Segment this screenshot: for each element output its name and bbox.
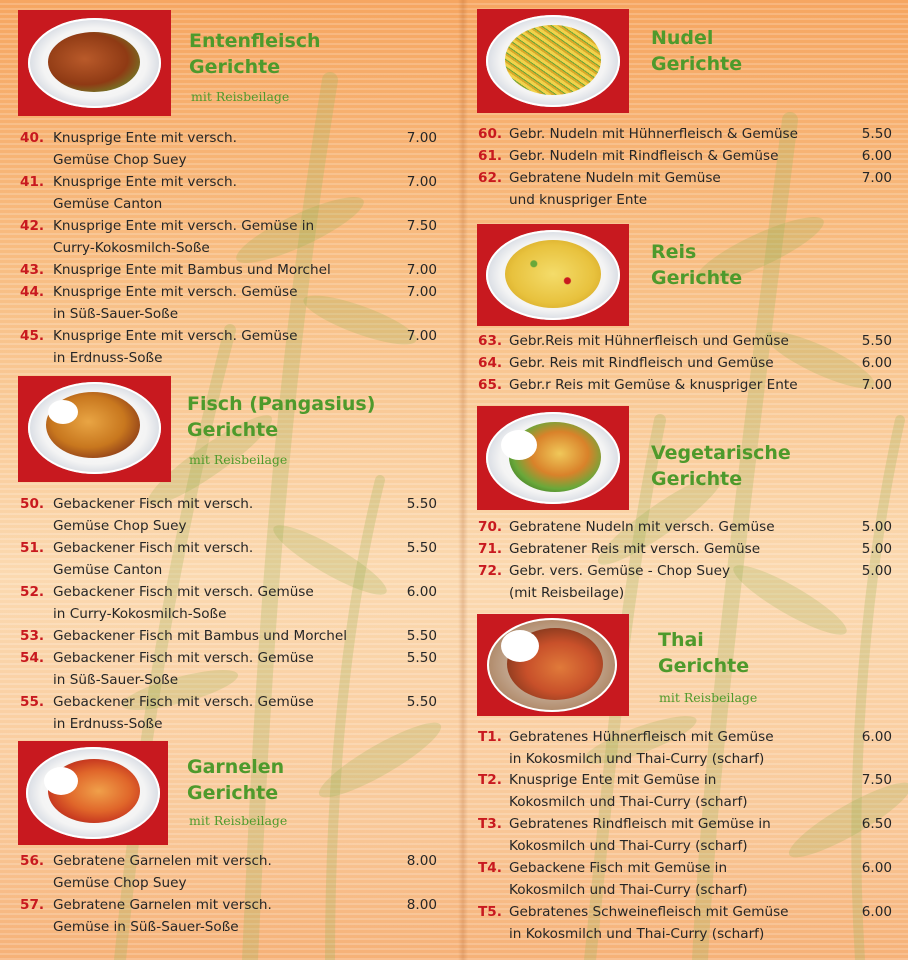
menu-item-price: 7.00: [861, 170, 892, 186]
menu-item-price: 6.00: [861, 904, 892, 920]
rice-plate-image: [477, 224, 629, 326]
menu-item-number: 44.: [20, 284, 45, 300]
menu-item-price: 7.00: [406, 328, 437, 344]
menu-item-description: Gebr. vers. Gemüse - Chop Suey (mit Reisbeilage): [509, 563, 731, 601]
section-subtitle-ente: mit Reisbeilage: [191, 89, 290, 104]
menu-item-number: 62.: [478, 170, 503, 186]
section-title-nudel: Nudel Gerichte: [651, 27, 743, 75]
menu-item-price: 5.00: [861, 541, 892, 557]
menu-item-price: 5.50: [406, 650, 437, 666]
menu-item-description: Knusprige Ente mit Gemüse in Kokosmilch und Thai-Curry (scharf): [509, 772, 748, 810]
menu-item-number: 40.: [20, 130, 45, 146]
menu-item-price: 6.50: [861, 816, 892, 832]
menu-item-number: 57.: [20, 897, 45, 913]
menu-item-number: T2.: [478, 772, 502, 788]
menu-item-price: 7.00: [406, 262, 437, 278]
menu-item-description: Gebratene Garnelen mit versch. Gemüse Chop Suey: [53, 853, 272, 891]
section-title-vegetarisch: Vegetarische Gerichte: [651, 442, 791, 490]
menu-item-number: T3.: [478, 816, 502, 832]
menu-item-description: Gebratenes Hühnerfleisch mit Gemüse in Kokosmilch und Thai-Curry (scharf): [509, 729, 774, 767]
menu-item-number: 56.: [20, 853, 45, 869]
menu-item-description: Gebr.r Reis mit Gemüse & knuspriger Ente: [509, 377, 798, 393]
section-subtitle-fisch: mit Reisbeilage: [189, 452, 288, 467]
menu-item-description: Gebackener Fisch mit versch. Gemüse in Süß-Sauer-Soße: [53, 650, 314, 688]
section-subtitle-thai: mit Reisbeilage: [659, 690, 758, 705]
menu-item-description: Knusprige Ente mit Bambus und Morchel: [53, 262, 331, 278]
menu-item-number: 64.: [478, 355, 503, 371]
menu-item-number: 43.: [20, 262, 45, 278]
menu-item-description: Knusprige Ente mit versch. Gemüse in Curry-Kokosmilch-Soße: [53, 218, 315, 256]
menu-item-price: 6.00: [861, 355, 892, 371]
menu-item-description: Gebackener Fisch mit versch. Gemüse Chop Suey: [53, 496, 254, 534]
menu-item-price: 5.50: [406, 540, 437, 556]
menu-item-number: T1.: [478, 729, 502, 745]
menu-item-number: 51.: [20, 540, 45, 556]
menu-item-price: 7.00: [406, 130, 437, 146]
section-title-reis: Reis Gerichte: [651, 241, 743, 289]
menu-item-number: 61.: [478, 148, 503, 164]
menu-item-description: Gebackener Fisch mit versch. Gemüse in Erdnuss-Soße: [53, 694, 314, 732]
menu-item-price: 7.50: [861, 772, 892, 788]
menu-item-number: 41.: [20, 174, 45, 190]
menu-item-description: Gebackener Fisch mit versch. Gemüse Canton: [53, 540, 254, 578]
noodle-plate-image: [477, 9, 629, 113]
section-title-fisch: Fisch (Pangasius) Gerichte: [187, 393, 376, 441]
menu-item-price: 7.00: [406, 174, 437, 190]
menu-item-description: Knusprige Ente mit versch. Gemüse in Erdnuss-Soße: [53, 328, 298, 366]
menu-item-price: 6.00: [861, 148, 892, 164]
shrimp-plate-image: [18, 741, 168, 845]
menu-item-number: 42.: [20, 218, 45, 234]
menu-item-number: 54.: [20, 650, 45, 666]
menu-item-number: 71.: [478, 541, 503, 557]
menu-item-price: 5.00: [861, 519, 892, 535]
menu-item-number: 53.: [20, 628, 45, 644]
menu-item-price: 7.50: [406, 218, 437, 234]
menu-item-price: 7.00: [861, 377, 892, 393]
menu-item-number: 55.: [20, 694, 45, 710]
menu-item-description: Gebratene Nudeln mit versch. Gemüse: [509, 519, 775, 535]
vegetable-plate-image: [477, 406, 629, 510]
menu-item-number: 72.: [478, 563, 503, 579]
menu-item-description: Knusprige Ente mit versch. Gemüse Chop Suey: [53, 130, 237, 168]
menu-item-number: 50.: [20, 496, 45, 512]
section-subtitle-garnelen: mit Reisbeilage: [189, 813, 288, 828]
menu-item-description: Knusprige Ente mit versch. Gemüse in Süß-Sauer-Soße: [53, 284, 298, 322]
page-fold: [458, 0, 468, 960]
duck-plate-image: [18, 10, 171, 116]
section-title-thai: Thai Gerichte: [658, 629, 750, 677]
menu-item-price: 6.00: [406, 584, 437, 600]
menu-item-description: Knusprige Ente mit versch. Gemüse Canton: [53, 174, 237, 212]
menu-item-price: 5.50: [861, 126, 892, 142]
menu-item-price: 6.00: [861, 729, 892, 745]
menu-item-number: T5.: [478, 904, 502, 920]
fish-plate-image: [18, 376, 171, 482]
right-column: [468, 0, 908, 960]
menu-item-price: 8.00: [406, 853, 437, 869]
menu-item-description: Gebratener Reis mit versch. Gemüse: [509, 541, 761, 557]
menu-item-description: Gebr. Nudeln mit Hühnerfleisch & Gemüse: [509, 126, 799, 142]
section-title-ente: Entenfleisch Gerichte: [189, 30, 321, 78]
menu-item-number: 60.: [478, 126, 503, 142]
menu-item-description: Gebr. Nudeln mit Rindfleisch & Gemüse: [509, 148, 779, 164]
menu-item-price: 5.00: [861, 563, 892, 579]
menu-item-number: T4.: [478, 860, 502, 876]
menu-item-description: Gebackener Fisch mit Bambus und Morchel: [53, 628, 348, 644]
menu-item-description: Gebratenes Rindfleisch mit Gemüse in Kokosmilch und Thai-Curry (scharf): [509, 816, 771, 854]
menu-item-price: 5.50: [406, 496, 437, 512]
menu-item-price: 8.00: [406, 897, 437, 913]
menu-item-description: Gebratenes Schweinefleisch mit Gemüse in Kokosmilch und Thai-Curry (scharf): [509, 904, 789, 942]
menu-item-description: Gebr. Reis mit Rindfleisch und Gemüse: [509, 355, 774, 371]
menu-item-price: 5.50: [406, 628, 437, 644]
menu-item-number: 45.: [20, 328, 45, 344]
menu-item-description: Gebratene Nudeln mit Gemüse und knuspriger Ente: [509, 170, 721, 208]
menu-item-number: 52.: [20, 584, 45, 600]
menu-item-description: Gebr.Reis mit Hühnerfleisch und Gemüse: [509, 333, 789, 349]
menu-item-description: Gebackene Fisch mit Gemüse in Kokosmilch und Thai-Curry (scharf): [509, 860, 748, 898]
menu-item-price: 5.50: [406, 694, 437, 710]
menu-item-description: Gebackener Fisch mit versch. Gemüse in Curry-Kokosmilch-Soße: [53, 584, 314, 622]
menu-item-number: 65.: [478, 377, 503, 393]
menu-item-number: 70.: [478, 519, 503, 535]
menu-item-price: 6.00: [861, 860, 892, 876]
section-title-garnelen: Garnelen Gerichte: [187, 756, 285, 804]
thai-curry-plate-image: [477, 614, 629, 716]
menu-item-price: 5.50: [861, 333, 892, 349]
menu-item-description: Gebratene Garnelen mit versch. Gemüse in Süß-Sauer-Soße: [53, 897, 272, 935]
menu-item-number: 63.: [478, 333, 503, 349]
menu-item-price: 7.00: [406, 284, 437, 300]
